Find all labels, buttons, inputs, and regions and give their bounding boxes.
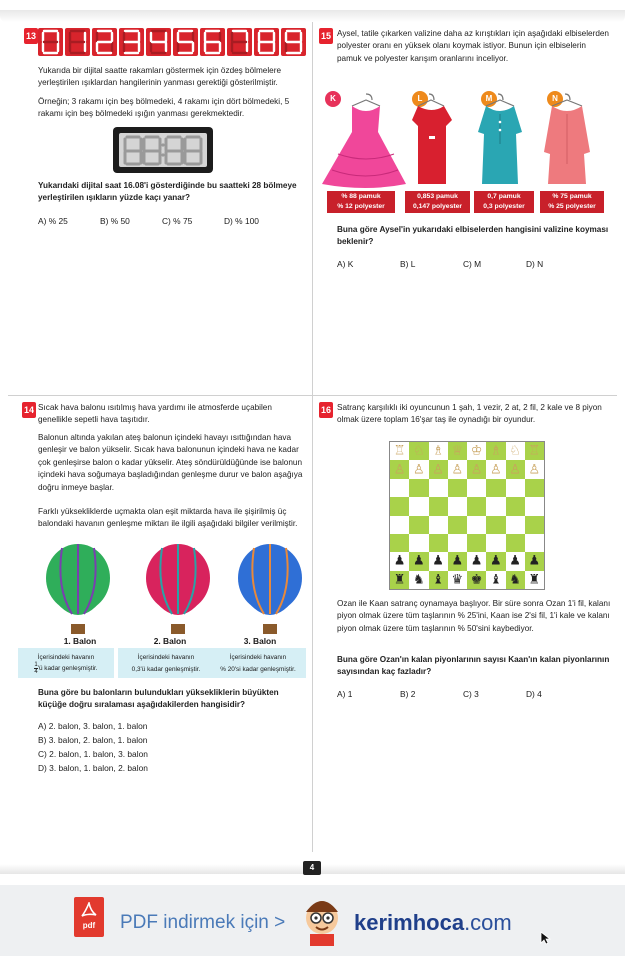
chess-square — [506, 442, 525, 460]
black-chess-piece: ♛ — [451, 572, 464, 588]
chess-square — [486, 552, 505, 570]
balloon-1-info-text: 'ü kadar genleşmiştir. — [37, 665, 98, 673]
chess-square — [506, 460, 525, 478]
chess-square — [429, 442, 448, 460]
digit-1 — [65, 28, 90, 56]
q15-option-d[interactable]: D) N — [526, 259, 544, 269]
digit-3 — [119, 28, 144, 56]
q15-option-a[interactable]: A) K — [337, 259, 354, 269]
chess-square — [448, 534, 467, 552]
chess-square — [448, 442, 467, 460]
dress-m-cotton: 0,7 pamuk — [487, 193, 521, 200]
column-divider — [312, 22, 313, 852]
white-chess-piece: ♗ — [490, 443, 502, 459]
chess-square — [486, 571, 505, 589]
teacher-mascot-icon — [296, 896, 348, 946]
chess-square — [429, 552, 448, 570]
q13-option-a[interactable]: A) % 25 — [38, 216, 68, 226]
chess-square — [429, 460, 448, 478]
question-16-number: 16 — [319, 402, 333, 418]
digit-8 — [254, 28, 279, 56]
digit-9 — [281, 28, 306, 56]
question-13-number: 13 — [24, 28, 38, 44]
chess-square — [486, 534, 505, 552]
chess-square — [525, 497, 544, 515]
chess-square — [409, 479, 428, 497]
pdf-icon[interactable] — [74, 897, 104, 937]
white-chess-piece: ♙ — [432, 462, 444, 478]
q16-intro: Satranç karşılıklı iki oyuncunun 1 şah, 1 vezir, 2 at, 2 fil, 2 kale ve 8 piyon olmak üzere toplam 16'şar taş ile oynadığı bir oyundur. — [337, 403, 602, 425]
chess-square — [486, 460, 505, 478]
chess-square — [429, 534, 448, 552]
q15-intro: Aysel, tatile çıkarken valizine daha az kırıştıkları için aşağıdaki elbiselerden polyester oranı en yüksek olanı koymak istiyor. Bunun için elbiselerin pamuk ve polyester karışım oranlarını inceliyor. — [337, 29, 609, 63]
balloon-2-label: 2. Balon — [153, 636, 187, 646]
chess-square — [429, 497, 448, 515]
balloon-1-image — [46, 544, 110, 634]
balloon-2-info — [118, 648, 214, 678]
chess-square — [467, 497, 486, 515]
black-chess-piece: ♟ — [470, 553, 483, 569]
q13-question: Yukarıdaki dijital saat 16.08'i gösterdiğinde bu saatteki 28 bölmeye yerleştirilen ışıkların yüzde kaçı yanar? — [38, 181, 297, 203]
q16-options — [337, 689, 566, 699]
chess-square — [390, 442, 409, 460]
q15-option-c[interactable]: C) M — [463, 259, 482, 269]
q15-options — [337, 259, 566, 269]
dress-k-cotton: % 88 pamuk — [341, 193, 381, 200]
brand-link[interactable] — [354, 910, 512, 936]
black-chess-piece: ♜ — [528, 572, 541, 588]
balloon-3-info — [210, 648, 306, 678]
chess-square — [448, 552, 467, 570]
white-chess-piece: ♙ — [393, 462, 406, 478]
chess-square — [525, 516, 544, 534]
chess-square — [409, 516, 428, 534]
question-14-number: 14 — [22, 402, 36, 418]
q13-paragraph-2: Örneğin; 3 rakamı için beş bölmedeki, 4 rakamı için dört bölmedeki, 5 rakamı için beş bölmedeki ışığın yanması gerekmektedir. — [38, 97, 290, 119]
chess-board — [389, 441, 545, 590]
chess-square — [390, 571, 409, 589]
white-chess-piece: ♙ — [490, 462, 502, 478]
chess-square — [409, 460, 428, 478]
dress-l-ratio — [405, 191, 470, 213]
balloon-3-image — [238, 544, 302, 634]
q13-option-c[interactable]: C) % 75 — [162, 216, 193, 226]
q15-option-b[interactable]: B) L — [400, 259, 416, 269]
chess-square — [506, 497, 525, 515]
dress-m-ratio — [474, 191, 534, 213]
chess-square — [486, 497, 505, 515]
chess-square — [506, 571, 525, 589]
black-chess-piece: ♟ — [490, 553, 502, 569]
white-chess-piece: ♘ — [413, 443, 425, 459]
brand-name: kerimhoca — [354, 910, 465, 935]
dress-m-polyester: 0,3 polyester — [483, 203, 525, 210]
white-chess-piece: ♙ — [528, 462, 541, 478]
white-chess-piece: ♖ — [393, 443, 406, 459]
chess-square — [467, 516, 486, 534]
chess-square — [390, 552, 409, 570]
chess-square — [506, 534, 525, 552]
q15-question: Buna göre Aysel'in yukarıdaki elbiselerden hangisini valizine koyması beklenir? — [337, 225, 609, 247]
dress-l-badge: L — [412, 91, 428, 107]
dresses-illustration — [318, 92, 614, 190]
cursor-arrow-icon — [540, 931, 552, 948]
dress-l-polyester: 0,147 polyester — [412, 203, 463, 210]
q16-option-a[interactable]: A) 1 — [337, 689, 353, 699]
dress-n-polyester: % 25 polyester — [548, 203, 596, 210]
chess-square — [429, 571, 448, 589]
dress-k-badge: K — [325, 91, 341, 107]
chess-square — [429, 479, 448, 497]
q14-option-a[interactable]: A) 2. balon, 3. balon, 1. balon — [38, 721, 148, 731]
black-chess-piece: ♞ — [509, 572, 521, 588]
digit-6 — [200, 28, 225, 56]
chess-square — [467, 571, 486, 589]
dress-k-ratio — [327, 191, 395, 213]
digit-7 — [227, 28, 252, 56]
chess-square — [390, 460, 409, 478]
black-chess-piece: ♟ — [393, 553, 406, 569]
white-chess-piece: ♕ — [451, 443, 464, 459]
chess-square — [467, 479, 486, 497]
chess-square — [467, 534, 486, 552]
dress-k-polyester: % 12 polyester — [337, 203, 385, 210]
q16-option-d[interactable]: D) 4 — [526, 689, 542, 699]
white-chess-piece: ♗ — [432, 443, 444, 459]
chess-square — [467, 460, 486, 478]
black-chess-piece: ♞ — [413, 572, 425, 588]
black-chess-piece: ♟ — [528, 553, 541, 569]
chess-square — [409, 497, 428, 515]
dress-m-badge: M — [481, 91, 497, 107]
chess-square — [390, 497, 409, 515]
chess-square — [467, 442, 486, 460]
fraction-numerator: 1 — [34, 662, 38, 668]
chess-square — [525, 534, 544, 552]
q16-body: Ozan ile Kaan satranç oynamaya başlıyor. Bir süre sonra Ozan 1'i fil, kalanı piyon olmak üzere tüm taşlarının % 25'ini, Kaan ise 2'si fil, 1'i kale ve kalanı piyon olmak üzere tüm taşlarının % 50'sini kaybediyor. — [337, 599, 611, 633]
dress-n-image — [544, 94, 590, 184]
digit-4 — [146, 28, 171, 56]
q16-option-c[interactable]: C) 3 — [463, 689, 479, 699]
q14-paragraph-3: Farklı yüksekliklerde uçmakta olan eşit miktarda hava ile şişirilmiş üç balondaki havanın genleşme miktarı ile ilgili aşağıdaki bilgiler verilmiştir. — [38, 507, 298, 529]
page-number: 4 — [303, 861, 321, 875]
q14-option-c[interactable]: C) 2. balon, 1. balon, 3. balon — [38, 749, 148, 759]
dress-l-cotton: 0,853 pamuk — [417, 193, 458, 200]
chess-square — [525, 460, 544, 478]
black-chess-piece: ♝ — [432, 572, 444, 588]
chess-square — [409, 571, 428, 589]
dress-n-cotton: % 75 pamuk — [552, 193, 592, 200]
dress-n-badge: N — [547, 91, 563, 107]
chess-square — [390, 479, 409, 497]
chess-square — [486, 479, 505, 497]
black-chess-piece: ♚ — [470, 572, 483, 588]
black-chess-piece: ♟ — [432, 553, 444, 569]
chess-square — [448, 479, 467, 497]
q14-option-b[interactable]: B) 3. balon, 2. balon, 1. balon — [38, 735, 148, 745]
black-chess-piece: ♟ — [509, 553, 521, 569]
q14-option-d[interactable]: D) 3. balon, 1. balon, 2. balon — [38, 763, 148, 773]
q16-option-b[interactable]: B) 2 — [400, 689, 416, 699]
dress-k-image — [322, 94, 406, 188]
seven-segment-digits — [38, 28, 304, 56]
balloon-3-label: 3. Balon — [243, 636, 277, 646]
black-chess-piece: ♜ — [393, 572, 406, 588]
white-chess-piece: ♘ — [509, 443, 521, 459]
chess-square — [409, 442, 428, 460]
balloon-2-image — [146, 544, 210, 634]
top-rule — [0, 10, 625, 22]
q14-question: Buna göre bu balonların bulundukları yüksekliklerin büyükten küçüğe doğru sıralaması aşağıdakilerden hangisidir? — [38, 688, 279, 710]
q13-option-b[interactable]: B) % 50 — [100, 216, 130, 226]
chess-square — [525, 442, 544, 460]
pdf-download-link[interactable]: PDF indirmek için > — [120, 912, 286, 933]
row-divider — [8, 395, 617, 396]
q13-paragraph-1: Yukarıda bir dijital saatte rakamları göstermek için özdeş bölmelere yerleştirilen ışıklardan hangilerinin yanması gerektiği gösterilmiştir. — [38, 66, 282, 88]
white-chess-piece: ♙ — [509, 462, 521, 478]
digit-0 — [38, 28, 63, 56]
chess-square — [448, 571, 467, 589]
fraction-denominator: 4 — [34, 669, 38, 675]
white-chess-piece: ♙ — [470, 462, 483, 478]
brand-tld: .com — [464, 910, 512, 935]
chess-square — [525, 571, 544, 589]
chess-square — [409, 534, 428, 552]
clock-face — [119, 133, 207, 167]
chess-square — [390, 516, 409, 534]
balloons-illustration — [36, 544, 306, 636]
white-chess-piece: ♖ — [528, 443, 541, 459]
chess-square — [486, 516, 505, 534]
balloon-1-info — [18, 648, 114, 678]
digital-clock — [113, 127, 213, 173]
black-chess-piece: ♟ — [413, 553, 425, 569]
q16-question: Buna göre Ozan'ın kalan piyonlarının sayısı Kaan'ın kalan piyonlarının sayısından kaç fazladır? — [337, 655, 610, 677]
chess-square — [506, 516, 525, 534]
dress-m-image — [478, 94, 522, 184]
chess-square — [506, 479, 525, 497]
balloon-2-info-line1: İçerisindeki havanın — [137, 654, 195, 661]
question-15-number: 15 — [319, 28, 333, 44]
balloon-3-info-line2: % 20'si kadar genleşmiştir. — [220, 666, 296, 673]
digit-2 — [92, 28, 117, 56]
clock-segments — [119, 133, 207, 167]
balloon-2-info-line2: 0,3'ü kadar genleşmiştir. — [131, 666, 201, 673]
q14-paragraph-1: Sıcak hava balonu ısıtılmış hava yardımı ile atmosferde uçabilen genellikle sepetli hava taşıtıdır. — [38, 403, 272, 425]
dress-n-ratio — [540, 191, 604, 213]
chess-square — [448, 460, 467, 478]
q14-paragraph-2: Balonun altında yakılan ateş balonun içindeki havayı ısıttığından hava genleşir ve balon yükselir. Sıcak hava balonunun içindeki hava ne kadar çok genleşirse balon o kadar yükselir. Ateş söndürüldüğünde ise balonun içindeki hava soğumaya başladığından genleşme durur ve balon aşağıya doğru inmeye başlar. — [38, 433, 303, 492]
white-chess-piece: ♔ — [470, 443, 483, 459]
balloon-1-info-line2 — [18, 662, 114, 675]
acrobat-icon — [80, 902, 98, 918]
chess-square — [467, 552, 486, 570]
black-chess-piece: ♝ — [490, 572, 502, 588]
q13-options — [38, 216, 294, 226]
chess-square — [486, 442, 505, 460]
q13-option-d[interactable]: D) % 100 — [224, 216, 259, 226]
black-chess-piece: ♟ — [451, 553, 464, 569]
white-chess-piece: ♙ — [451, 462, 464, 478]
chess-square — [390, 534, 409, 552]
chess-square — [506, 552, 525, 570]
pdf-icon-label: pdf — [82, 921, 96, 930]
chess-square — [525, 552, 544, 570]
dress-l-image — [412, 94, 452, 184]
chess-square — [409, 552, 428, 570]
chess-square — [448, 497, 467, 515]
chess-square — [448, 516, 467, 534]
balloon-3-info-line1: İçerisindeki havanın — [229, 654, 287, 661]
balloon-1-label: 1. Balon — [63, 636, 97, 646]
chess-square — [429, 516, 448, 534]
white-chess-piece: ♙ — [413, 462, 425, 478]
balloon-1-info-line1: İçerisindeki havanın — [37, 654, 95, 661]
q14-options — [38, 719, 148, 775]
digit-5 — [173, 28, 198, 56]
chess-square — [525, 479, 544, 497]
